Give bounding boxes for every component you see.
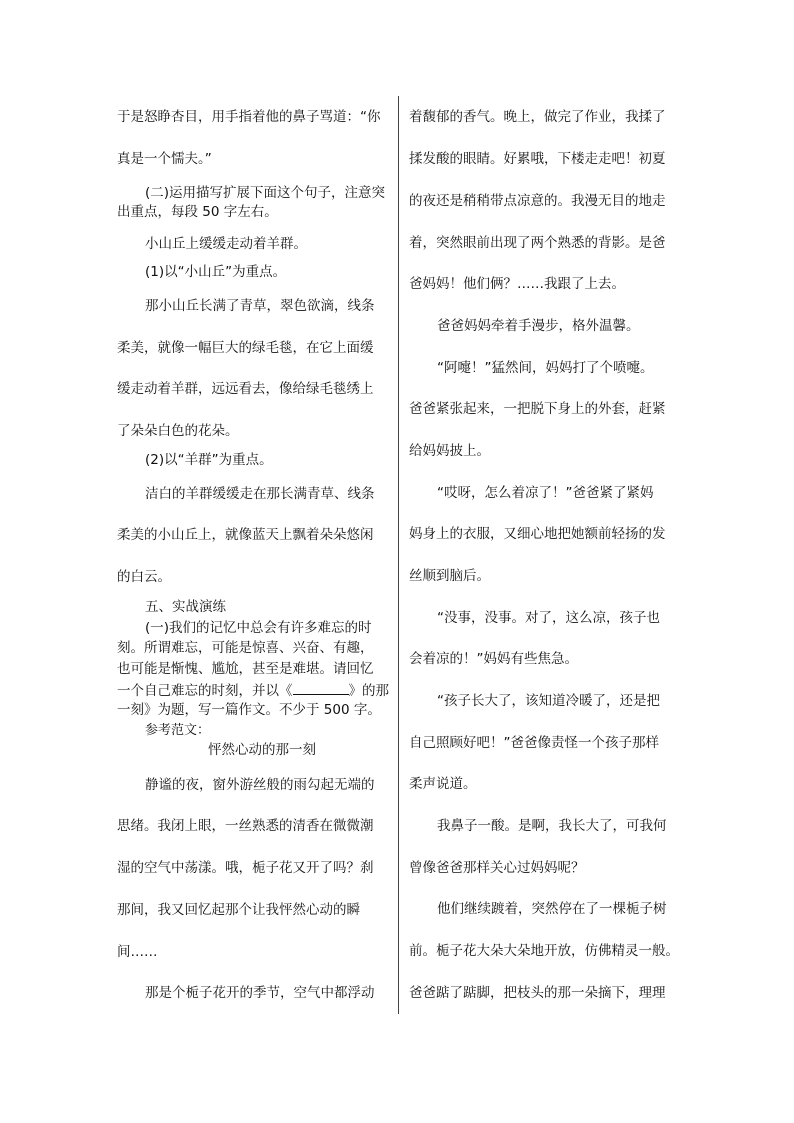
text-line: 爸妈妈！他们俩？……我跟了上去。: [409, 276, 625, 292]
text-line: 给妈妈披上。: [409, 443, 490, 459]
text-line: 小山丘上缓缓走动着羊群。: [145, 236, 307, 252]
text-line: 柔美的小山丘上，就像蓝天上飘着朵朵悠闲: [117, 527, 374, 543]
text-line: 静谧的夜，窗外游丝般的雨勾起无端的: [145, 777, 375, 793]
text-line: 洁白的羊群缓缓走在那长满青草、线条: [145, 486, 375, 502]
text-line: 柔声说道。: [409, 776, 477, 792]
fill-blank: [293, 682, 349, 695]
text-line: 那间，我又回忆起那个让我怦然心动的瞬: [117, 902, 360, 918]
text-line: 了朵朵白色的花朵。: [117, 423, 239, 439]
text-line: 柔美，就像一幅巨大的绿毛毯，在它上面缓: [117, 340, 374, 356]
text-line: 爸爸踮了踮脚，把枝头的那一朵摘下，理理: [409, 985, 666, 1001]
section-heading: 五、实战演练: [145, 599, 226, 615]
text-line: 湿的空气中荡漾。哦，栀子花又开了吗？刹: [117, 860, 374, 876]
text-line: 一刻》为题，写一篇作文。不少于 500 字。: [117, 702, 381, 718]
text-line: 着馥郁的香气。晚上，做完了作业，我揉了: [409, 109, 666, 125]
text-line: 的夜还是稍稍带点凉意的。我漫无目的地走: [409, 193, 666, 209]
reference-label: 参考范文：: [145, 723, 211, 738]
text-line: [117, 682, 389, 699]
essay-title: 怦然心动的那一刻: [208, 742, 316, 758]
text-line: 缓走动着羊群，远远看去，像给绿毛毯绣上: [117, 381, 374, 397]
text-line: 那是个栀子花开的季节，空气中都浮动: [145, 985, 375, 1001]
text-line: 出重点，每段 50 字左右。: [117, 204, 278, 220]
text-line: 爸爸妈妈牵着手漫步，格外温馨。: [437, 318, 640, 334]
text-line: 真是一个懦夫。”: [117, 151, 212, 167]
text-line: 思绪。我闭上眼，一丝熟悉的清香在微微潮: [117, 818, 374, 834]
text-line: 会着凉的！”妈妈有些焦急。: [409, 651, 578, 667]
text-line: 丝顺到脑后。: [409, 568, 490, 584]
text-line: 的白云。: [117, 569, 171, 585]
text-line: 曾像爸爸那样关心过妈妈呢？: [409, 860, 585, 876]
text-line: 刻。所谓难忘，可能是惊喜、兴奋、有趣，: [117, 640, 374, 656]
text-line: 自己照顾好吧！”爸爸像责怪一个孩子那样: [409, 735, 659, 751]
text-line: (一)我们的记忆中总会有许多难忘的时: [145, 620, 372, 636]
text-line: 妈身上的衣服，又细心地把她额前轻扬的发: [409, 526, 666, 542]
text-line: 揉发酸的眼睛。好累哦，下楼走走吧！初夏: [409, 151, 666, 167]
text-line: “哎呀，怎么着凉了！”爸爸紧了紧妈: [437, 485, 654, 501]
text-line: 那小山丘长满了青草，翠色欲滴，线条: [145, 298, 375, 314]
text-line: 前。栀子花大朵大朵地开放，仿佛精灵一般。: [409, 943, 679, 959]
text-fragment: 一个自己难忘的时刻，并以《: [117, 683, 293, 699]
text-line: (1)以“小山丘”为重点。: [145, 264, 287, 280]
text-line: “没事，没事。对了，这么凉，孩子也: [437, 610, 660, 626]
text-line: 他们继续踱着，突然停在了一棵栀子树: [437, 901, 667, 917]
column-divider: [398, 96, 399, 1014]
text-line: 我鼻子一酸。是啊，我长大了，可我何: [437, 818, 667, 834]
text-line: 也可能是惭愧、尴尬，甚至是难堪。请回忆: [117, 661, 374, 677]
text-line: “孩子长大了，该知道冷暖了，还是把: [437, 693, 660, 709]
text-line: 于是怒睁杏目，用手指着他的鼻子骂道：“你: [117, 109, 381, 125]
text-line: (二)运用描写扩展下面这个句子，注意突: [145, 185, 386, 201]
text-line: “阿嚏！”猛然间，妈妈打了个喷嚏。: [437, 360, 654, 376]
text-line: (2)以“羊群”为重点。: [145, 452, 273, 468]
text-fragment: 》的那: [348, 683, 389, 699]
text-line: 着，突然眼前出现了两个熟悉的背影。是爸: [409, 235, 666, 251]
text-line: 间……: [117, 944, 158, 960]
text-line: 爸爸紧张起来，一把脱下身上的外套，赶紧: [409, 401, 666, 417]
